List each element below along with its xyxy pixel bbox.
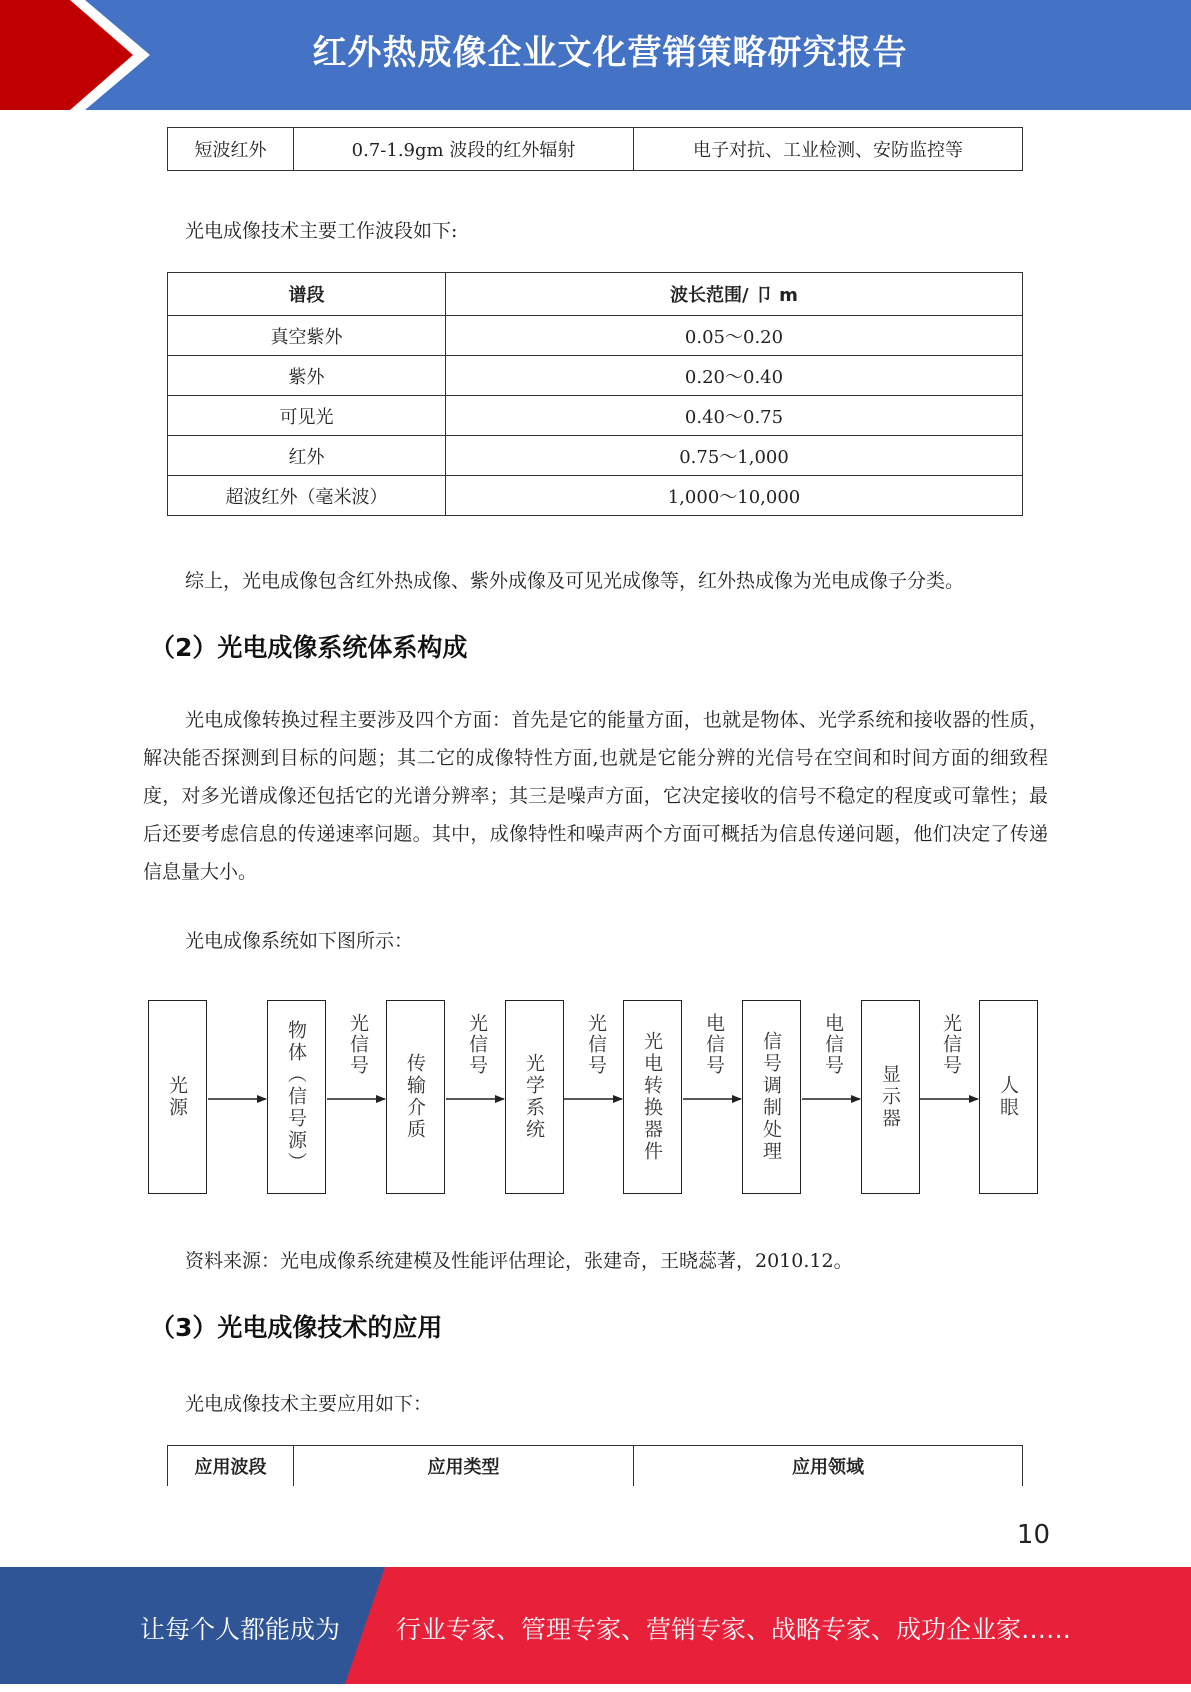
wavelength-band-table [167, 272, 1023, 516]
table-cell: 可见光 [168, 396, 446, 436]
box-label: 光电转换器件 [641, 1031, 663, 1163]
document-title: 红外热成像企业文化营销策略研究报告 [312, 33, 908, 73]
column-header-field: 应用领域 [634, 1446, 1023, 1487]
diagram-box-converter [623, 1000, 682, 1194]
table-row [168, 356, 1023, 396]
arrow-label: 光信号 [466, 1013, 488, 1076]
table-intro-text: 光电成像技术主要工作波段如下: [185, 220, 458, 242]
imaging-system-flow-diagram [0, 995, 1191, 1200]
diagram-box-optics [505, 1000, 564, 1194]
diagram-box-light-source [148, 1000, 207, 1194]
box-label: 光源 [166, 1075, 188, 1119]
diagram-box-medium [386, 1000, 445, 1194]
column-header-type: 应用类型 [294, 1446, 634, 1487]
arrow-label: 电信号 [703, 1013, 725, 1076]
band-application-table-continued [167, 127, 1023, 171]
box-label: 人眼 [997, 1075, 1019, 1119]
table-header-row [168, 1446, 1023, 1487]
table-cell: 0.40～0.75 [446, 396, 1023, 436]
application-intro-text: 光电成像技术主要应用如下： [185, 1393, 433, 1415]
table-row [168, 316, 1023, 356]
column-header-band: 应用波段 [168, 1446, 294, 1487]
arrow-label: 光信号 [940, 1013, 962, 1076]
column-header-wavelength: 波长范围/ 卩 m [446, 273, 1023, 316]
column-header-band: 谱段 [168, 273, 446, 316]
header-banner [0, 0, 1191, 110]
table-cell: 0.20～0.40 [446, 356, 1023, 396]
table-row [168, 436, 1023, 476]
table-cell: 0.7-1.9gm 波段的红外辐射 [294, 128, 634, 171]
box-label: 信号调制处理 [760, 1031, 782, 1163]
box-label: 显示器 [879, 1064, 901, 1130]
section-heading: （2）光电成像系统体系构成 [150, 633, 468, 662]
section-heading: （3）光电成像技术的应用 [150, 1313, 443, 1342]
diagram-box-signal-processing [742, 1000, 801, 1194]
table-header-row [168, 273, 1023, 316]
table-cell: 0.75～1,000 [446, 436, 1023, 476]
box-label: 传输介质 [404, 1053, 426, 1141]
table-cell: 紫外 [168, 356, 446, 396]
arrow-label: 光信号 [585, 1013, 607, 1076]
source-note: 资料来源：光电成像系统建模及性能评估理论，张建奇，王晓蕊著，2010.12。 [185, 1250, 853, 1272]
footer-banner [0, 1567, 1191, 1684]
application-table [167, 1445, 1023, 1486]
diagram-box-display [861, 1000, 920, 1194]
diagram-intro-text: 光电成像系统如下图所示： [185, 930, 414, 952]
table-cell: 0.05～0.20 [446, 316, 1023, 356]
table-cell: 电子对抗、工业检测、安防监控等 [634, 128, 1023, 171]
footer-slogan-right: 行业专家、管理专家、营销专家、战略专家、成功企业家…… [396, 1615, 1072, 1644]
body-paragraph: 光电成像转换过程主要涉及四个方面：首先是它的能量方面，也就是物体、光学系统和接收器的性质，解决能否探测到目标的问题；其二它的成像特性方面,也就是它能分辨的光信号在空间和时间方面的细致程度，对多光谱成像还包括它的光谱分辨率；其三是噪声方面，它决定接收的信号不稳定的程度或可靠性；最后还要考虑信息的传递速率问题。其中，成像特性和噪声两个方面可概括为信息传递问题，他们决定了传递信息量大小。 [143, 709, 1048, 883]
arrow-label: 电信号 [822, 1013, 844, 1076]
table-cell: 1,000～10,000 [446, 476, 1023, 516]
footer-slogan-left: 让每个人都能成为 [140, 1615, 341, 1644]
diagram-box-eye [979, 1000, 1038, 1194]
box-label: 光学系统 [523, 1053, 545, 1141]
box-label: 物体（信号源） [285, 1020, 307, 1174]
table-row [168, 476, 1023, 516]
table-cell: 红外 [168, 436, 446, 476]
table-row [168, 396, 1023, 436]
table-cell: 短波红外 [168, 128, 294, 171]
summary-paragraph: 综上，光电成像包含红外热成像、紫外成像及可见光成像等，红外热成像为光电成像子分类。 [185, 570, 965, 592]
table-row [168, 128, 1023, 171]
diagram-box-object [267, 1000, 326, 1194]
table-cell: 真空紫外 [168, 316, 446, 356]
table-cell: 超波红外（毫米波） [168, 476, 446, 516]
page-number: 10 [1016, 1520, 1050, 1550]
arrow-label: 光信号 [347, 1013, 369, 1076]
